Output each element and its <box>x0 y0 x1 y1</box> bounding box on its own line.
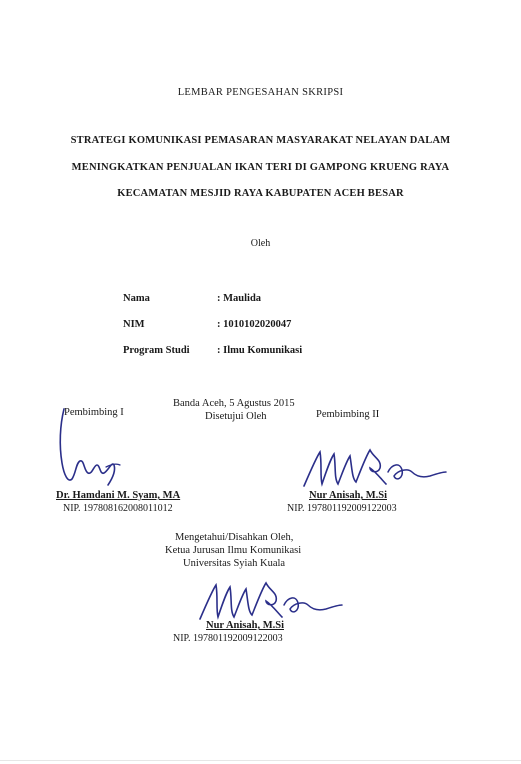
study-program-value: : Ilmu Komunikasi <box>217 345 303 356</box>
supervisor-1-nip: NIP. 197808162008011012 <box>63 503 173 514</box>
thesis-title-line-3: KECAMATAN MESJID RAYA KABUPATEN ACEH BESAR <box>117 188 404 199</box>
ratified-line-2: Ketua Jurusan Ilmu Komunikasi <box>165 545 302 556</box>
supervisor-2-role: Pembimbing II <box>316 409 380 420</box>
thesis-title-line-2: MENINGKATKAN PENJUALAN IKAN TERI DI GAMPONG KRUENG RAYA <box>71 162 450 173</box>
student-nim-value: : 1010102020047 <box>217 319 292 330</box>
student-nim-label: NIM <box>123 319 145 330</box>
supervisor-2-signature <box>300 442 450 497</box>
student-name-label: Nama <box>123 293 150 304</box>
scan-edge <box>0 760 521 761</box>
supervisor-1-role: Pembimbing I <box>64 407 124 418</box>
ratified-line-3: Universitas Syiah Kuala <box>183 558 286 569</box>
head-of-department-nip: NIP. 197801192009122003 <box>173 633 283 644</box>
thesis-title-line-1: STRATEGI KOMUNIKASI PEMASARAN MASYARAKAT NELAYAN DALAM <box>70 135 451 146</box>
supervisor-2-nip: NIP. 197801192009122003 <box>287 503 397 514</box>
sheet-title: LEMBAR PENGESAHAN SKRIPSI <box>177 87 344 98</box>
approved-by-label: Disetujui Oleh <box>205 411 267 422</box>
by-label: Oleh <box>250 238 271 249</box>
supervisor-1-signature <box>50 405 160 500</box>
study-program-label: Program Studi <box>123 345 190 356</box>
head-of-department-name: Nur Anisah, M.Si <box>206 620 284 631</box>
supervisor-1-name: Dr. Hamdani M. Syam, MA <box>56 490 181 501</box>
ratified-line-1: Mengetahui/Disahkan Oleh, <box>175 532 294 543</box>
supervisor-2-name: Nur Anisah, M.Si <box>309 490 387 501</box>
student-name-value: : Maulida <box>217 293 262 304</box>
place-date: Banda Aceh, 5 Agustus 2015 <box>173 398 295 409</box>
